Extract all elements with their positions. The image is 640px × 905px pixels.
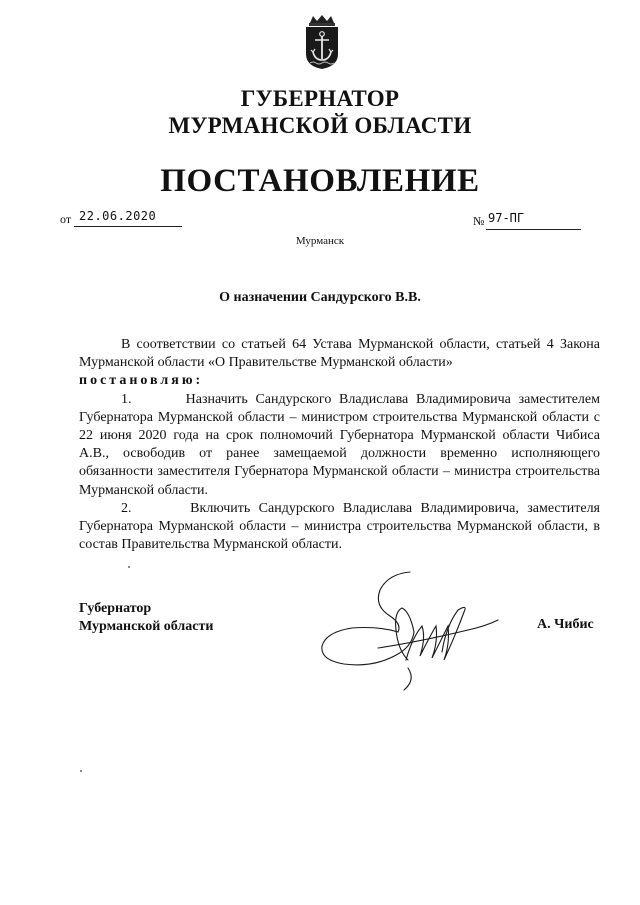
- document-type-heading: ПОСТАНОВЛЕНИЕ: [160, 163, 480, 199]
- signatory-title: [79, 600, 213, 636]
- issuer-title-line2: МУРМАНСКОЙ ОБЛАСТИ: [168, 113, 472, 138]
- resolve-paragraph: [79, 372, 600, 390]
- handwritten-signature: [318, 568, 503, 698]
- date-prefix: от: [60, 212, 72, 226]
- document-body: [79, 336, 600, 554]
- preamble-paragraph: В соответствии со статьей 64 Устава Мурманской области, статьей 4 Закона Мурманской области «О Правительстве Мурманской области»: [79, 337, 600, 371]
- coat-of-arms-emblem: [302, 14, 342, 70]
- city-name: Мурманск: [295, 235, 345, 247]
- signatory-name: А. Чибис: [537, 617, 594, 632]
- resolve-word: постановляю:: [79, 373, 204, 389]
- number-underline: [486, 229, 581, 230]
- number-prefix: №: [473, 214, 485, 228]
- scan-speck: [80, 770, 82, 772]
- item-2-paragraph: 2. Включить Сандурского Владислава Владимировича, заместителя Губернатора Мурманской области – министра строительства Мурманской области, в состав Правительства Мурманской области.: [79, 500, 600, 553]
- anchor-shield-icon: [302, 14, 342, 70]
- item-1-paragraph: 1. Назначить Сандурского Владислава Владимировича заместителем Губернатора Мурманской области – министром строительства Мурманской области с 22 июня 2020 года на срок полномочий Губернатора Мурманской области Чибиса А.В., освободив от ранее замещаемой должности временно исполняющего обязанности заместителя Губернатора Мурманской области – министра строительства Мурманской области.: [79, 391, 600, 498]
- signatory-title-line2: Мурманской области: [79, 619, 214, 634]
- document-subject: О назначении Сандурского В.В.: [219, 290, 421, 305]
- document-date: 22.06.2020: [79, 209, 157, 223]
- document-number: 97-ПГ: [488, 211, 525, 225]
- issuer-title-line1: ГУБЕРНАТОР: [240, 86, 400, 111]
- signatory-title-line1: Губернатор: [79, 601, 152, 616]
- date-underline: [74, 226, 182, 227]
- scan-speck: [128, 566, 130, 568]
